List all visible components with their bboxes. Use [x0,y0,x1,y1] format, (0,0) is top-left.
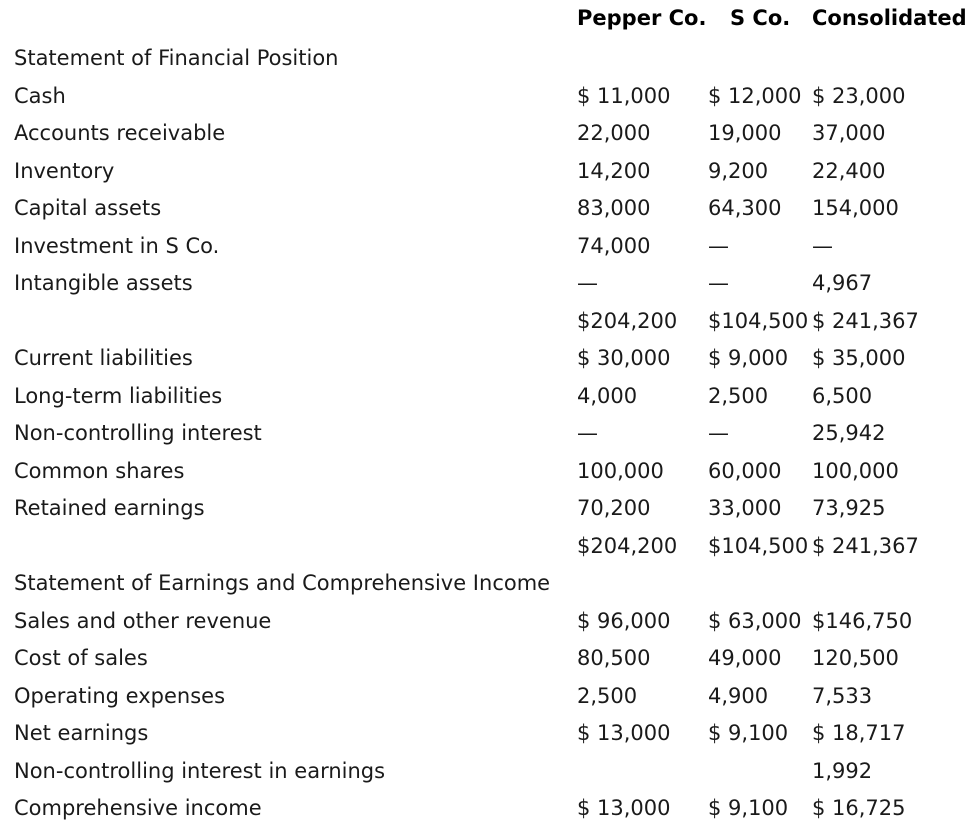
pepper-co-value: $ 13,000 [577,721,671,745]
row-label: Common shares [14,458,185,483]
s-co-value: 2,500 [708,383,769,408]
consolidated-value: 100,000 [812,458,899,483]
consolidated-value: 7,533 [812,683,873,708]
row-label: Net earnings [14,721,149,745]
consolidated-value: $ 16,725 [812,796,906,820]
table-row [0,533,980,570]
table-row [0,420,980,457]
row-label: Long-term liabilities [14,383,223,408]
s-co-value: $ 12,000 [708,83,802,108]
row-label: Investment in S Co. [14,233,220,258]
row-label: Non-controlling interest [14,421,262,445]
consolidated-value: $ 23,000 [812,83,906,108]
pepper-co-value: 80,500 [577,646,651,670]
s-co-value: $ 9,100 [708,796,789,820]
row-label: Cash [14,83,66,108]
consolidated-value: 1,992 [812,758,873,783]
table-row [0,383,980,420]
row-label: Comprehensive income [14,796,262,820]
row-label: Retained earnings [14,496,205,520]
pepper-co-value: $204,200 [577,308,678,333]
pepper-co-value: 100,000 [577,458,664,483]
table-row [0,795,980,832]
consolidated-value: 37,000 [812,121,886,145]
s-co-value: 49,000 [708,646,782,670]
table-row [0,608,980,645]
row-label: Non-controlling interest in earnings [14,758,386,783]
s-co-value: 64,300 [708,196,782,220]
table-row [0,645,980,682]
consolidated-value: 73,925 [812,496,886,520]
pepper-co-value: 4,000 [577,383,638,408]
pepper-co-value: — [577,421,598,445]
pepper-co-value: $ 11,000 [577,83,671,108]
header-consolidated: Consolidated [812,6,967,30]
row-label: Current liabilities [14,346,193,370]
row-label: Operating expenses [14,683,226,708]
table-row [0,758,980,795]
s-co-value: $104,500 [708,533,809,558]
table-row [0,683,980,720]
row-label: Statement of Financial Position [14,46,339,70]
s-co-value: — [708,271,729,295]
pepper-co-value: — [577,271,598,295]
table-row [0,158,980,195]
table-row [0,570,980,607]
table-row [0,720,980,757]
row-label: Statement of Earnings and Comprehensive Income [14,571,551,595]
pepper-co-value: $204,200 [577,533,678,558]
table-row [0,458,980,495]
table-row [0,345,980,382]
s-co-value: 60,000 [708,458,782,483]
row-label: Intangible assets [14,271,193,295]
pepper-co-value: $ 30,000 [577,346,671,370]
consolidated-value: 6,500 [812,383,873,408]
consolidated-value: $ 35,000 [812,346,906,370]
pepper-co-value: 83,000 [577,196,651,220]
consolidated-value: 120,500 [812,646,899,670]
s-co-value: $ 9,000 [708,346,789,370]
row-label: Sales and other revenue [14,608,272,633]
s-co-value: 4,900 [708,683,769,708]
pepper-co-value: 22,000 [577,121,651,145]
pepper-co-value: $ 96,000 [577,608,671,633]
s-co-value: $ 63,000 [708,608,802,633]
pepper-co-value: 2,500 [577,683,638,708]
s-co-value: — [708,421,729,445]
table-row [0,495,980,532]
consolidated-value: $146,750 [812,608,913,633]
consolidated-value: 22,400 [812,158,886,183]
row-label: Capital assets [14,196,162,220]
row-label: Cost of sales [14,646,148,670]
table-row [0,270,980,307]
consolidated-value: 4,967 [812,271,873,295]
pepper-co-value: $ 13,000 [577,796,671,820]
header-s-co: S Co. [730,6,791,30]
s-co-value: 9,200 [708,158,769,183]
pepper-co-value: 14,200 [577,158,651,183]
pepper-co-value: 74,000 [577,233,651,258]
table-row [0,83,980,120]
table-row [0,195,980,232]
row-label: Accounts receivable [14,121,226,145]
table-row [0,120,980,157]
consolidated-value: $ 18,717 [812,721,906,745]
consolidated-value: 154,000 [812,196,899,220]
s-co-value: $104,500 [708,308,809,333]
s-co-value: 33,000 [708,496,782,520]
consolidated-value: $ 241,367 [812,308,919,333]
header-pepper-co: Pepper Co. [577,6,707,30]
s-co-value: — [708,233,729,258]
consolidated-value: $ 241,367 [812,533,919,558]
s-co-value: 19,000 [708,121,782,145]
consolidated-value: — [812,233,833,258]
table-row [0,233,980,270]
consolidated-value: 25,942 [812,421,886,445]
row-label: Inventory [14,158,115,183]
table-row [0,308,980,345]
pepper-co-value: 70,200 [577,496,651,520]
s-co-value: $ 9,100 [708,721,789,745]
table-row [0,45,980,82]
